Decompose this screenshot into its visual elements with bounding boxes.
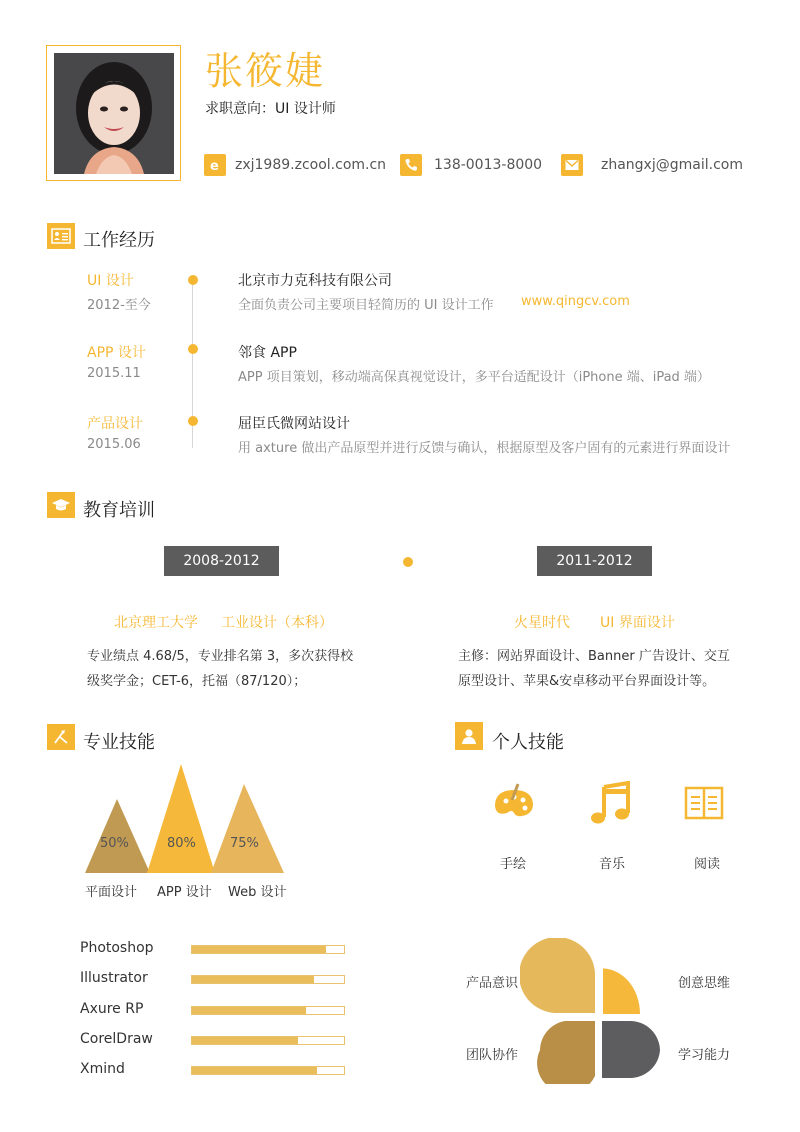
skill-bar-fill <box>192 1007 306 1014</box>
hobby-label: 音乐 <box>599 857 626 872</box>
website-link[interactable]: zxj1989.zcool.com.cn <box>235 157 387 173</box>
candidate-name: 张筱婕 <box>205 49 326 93</box>
skill-bar-track <box>191 1066 345 1075</box>
skill-bar-track <box>191 945 345 954</box>
svg-text:e: e <box>210 159 219 172</box>
job-company: 北京市力克科技有限公司 <box>238 273 392 289</box>
tools-icon <box>47 724 75 750</box>
work-section-title: 工作经历 <box>83 230 155 251</box>
trait-label: 产品意识 <box>466 976 519 991</box>
palette-icon <box>492 782 536 828</box>
mail-icon <box>561 154 583 176</box>
email-address[interactable]: zhangxj@gmail.com <box>601 157 743 173</box>
job-description: 用 axture 做出产品原型并进行反馈与确认，根据原型及客户固有的元素进行界面设计 <box>238 441 731 456</box>
job-description: 全面负责公司主要项目轻简历的 UI 设计工作 <box>238 298 494 313</box>
software-skill-label: Xmind <box>80 1061 125 1077</box>
skill-bar-track <box>191 1036 345 1045</box>
education-date-badge: 2011-2012 <box>537 546 652 576</box>
id-card-icon <box>47 223 75 249</box>
education-description <box>458 644 730 694</box>
major-name: UI 界面设计 <box>600 615 675 631</box>
hobby-label: 阅读 <box>694 857 721 872</box>
education-date-badge: 2008-2012 <box>164 546 279 576</box>
personal-skills-section-title: 个人技能 <box>492 732 564 753</box>
trait-label: 团队协作 <box>466 1048 519 1063</box>
job-date: 2012-至今 <box>87 298 151 313</box>
phone-number[interactable]: 138-0013-8000 <box>434 157 543 173</box>
pro-skills-section-title: 专业技能 <box>83 732 155 753</box>
trait-label: 学习能力 <box>678 1048 731 1063</box>
skill-caption: 平面设计 <box>85 885 138 900</box>
job-company: 屈臣氏微网站设计 <box>238 416 350 432</box>
job-role: 产品设计 <box>87 416 143 432</box>
education-description-line: 原型设计、苹果&安卓移动平台界面设计等。 <box>458 674 716 689</box>
person-icon <box>455 722 483 750</box>
job-role: APP 设计 <box>87 345 146 361</box>
skill-bar-fill <box>192 946 326 953</box>
education-description <box>87 644 353 694</box>
job-company: 邻食 APP <box>238 345 297 361</box>
skill-percent-label: 50% <box>100 836 129 851</box>
trait-label: 创意思维 <box>678 976 731 991</box>
trait-petal <box>537 1021 595 1084</box>
timeline-dot <box>188 275 198 285</box>
skill-bar-fill <box>192 1037 298 1044</box>
software-skill-label: Photoshop <box>80 940 154 956</box>
web-icon <box>204 154 226 176</box>
software-skill-label: CorelDraw <box>80 1031 153 1047</box>
skill-bar-track <box>191 975 345 984</box>
skill-triangle-chart <box>80 760 300 876</box>
hobby-label: 手绘 <box>500 857 527 872</box>
skill-triangle <box>211 784 284 873</box>
graduation-cap-icon <box>47 492 75 518</box>
education-description-line: 级奖学金；CET-6，托福（87/120）； <box>87 674 307 689</box>
skill-caption: Web 设计 <box>228 885 287 900</box>
trait-clover-chart <box>520 938 666 1084</box>
timeline-dot <box>403 557 413 567</box>
education-description-line: 主修：网站界面设计、Banner 广告设计、交互 <box>458 649 730 664</box>
job-date: 2015.06 <box>87 437 141 452</box>
profile-photo <box>54 53 174 174</box>
skill-percent-label: 75% <box>230 836 259 851</box>
timeline-dot <box>188 344 198 354</box>
major-name: 工业设计（本科） <box>221 615 333 631</box>
job-date: 2015.11 <box>87 366 141 381</box>
school-name: 火星时代 <box>514 615 570 631</box>
skill-bar-fill <box>192 1067 317 1074</box>
education-section-title: 教育培训 <box>83 500 155 521</box>
skill-caption: APP 设计 <box>157 885 212 900</box>
education-description-line: 专业绩点 4.68/5，专业排名第 3，多次获得校 <box>87 649 354 664</box>
skill-bar-track <box>191 1006 345 1015</box>
book-icon <box>684 786 724 824</box>
job-description: APP 项目策划，移动端高保真视觉设计，多平台适配设计（iPhone 端、iPad 端） <box>238 370 710 385</box>
trait-petal <box>602 1021 660 1078</box>
skill-percent-label: 80% <box>167 836 196 851</box>
software-skill-label: Axure RP <box>80 1001 144 1017</box>
timeline-dot <box>188 416 198 426</box>
trait-petal <box>603 968 640 1014</box>
phone-icon <box>400 154 422 176</box>
software-skill-label: Illustrator <box>80 970 148 986</box>
music-note-icon <box>590 781 632 829</box>
job-intent: 求职意向：UI 设计师 <box>205 101 336 117</box>
school-name: 北京理工大学 <box>114 615 198 631</box>
skill-bar-fill <box>192 976 314 983</box>
portfolio-link[interactable]: www.qingcv.com <box>521 294 630 309</box>
trait-petal <box>520 938 595 1013</box>
skill-triangle <box>147 764 215 873</box>
job-role: UI 设计 <box>87 273 134 289</box>
